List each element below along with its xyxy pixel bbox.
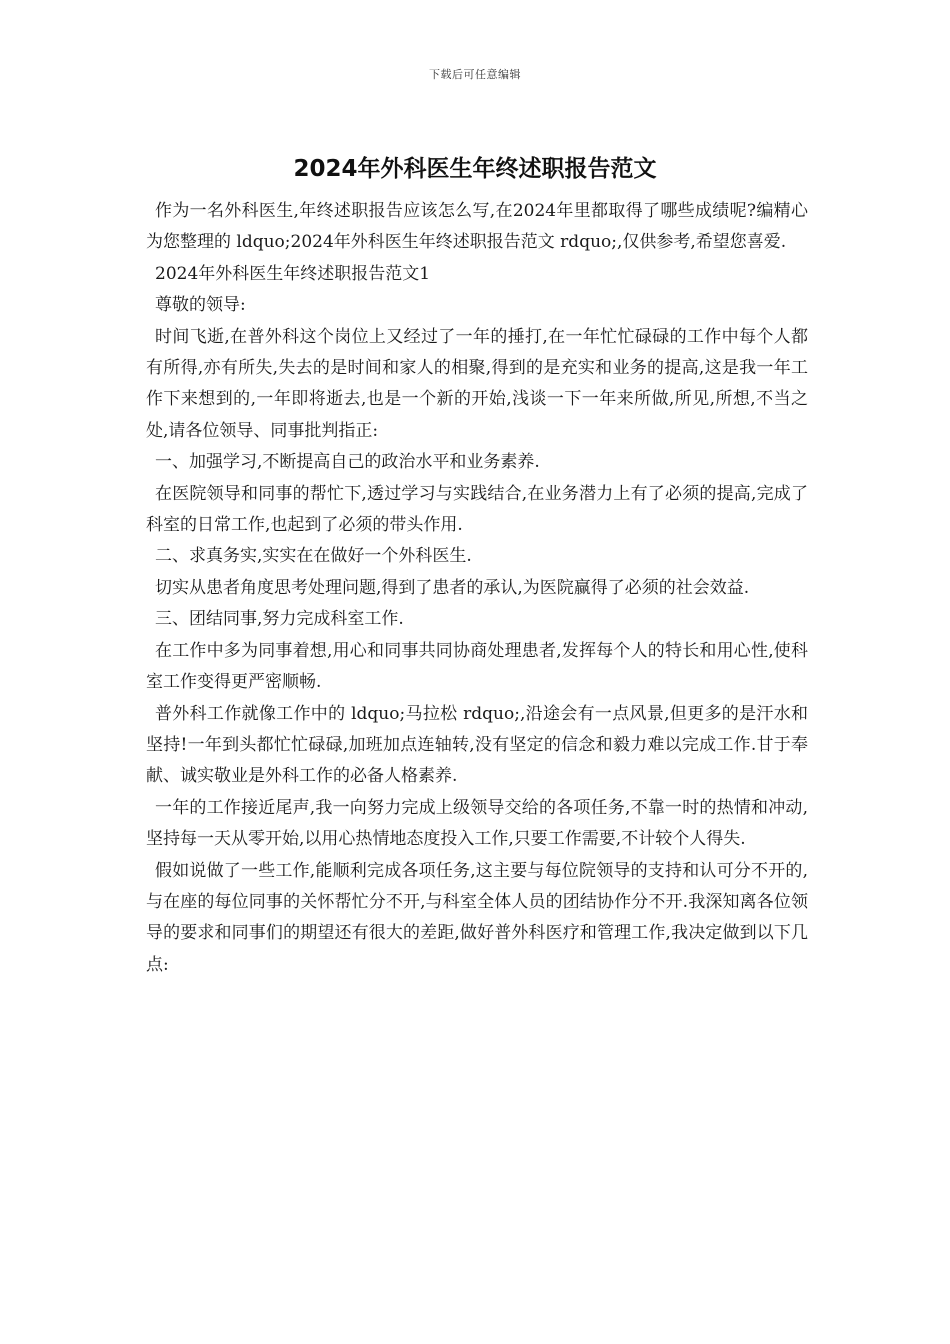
salutation: 尊敬的领导:: [155, 295, 246, 316]
page-header-note: 下载后可任意编辑: [429, 68, 521, 81]
body-paragraph: 在医院领导和同事的帮忙下,透过学习与实践结合,在业务潜力上有了必须的提高,完成了科室的日常工作,也起到了必须的带头作用.: [146, 483, 808, 536]
point-heading-1: 一、加强学习,不断提高自己的政治水平和业务素养.: [155, 452, 540, 473]
body-paragraph: 时间飞逝,在普外科这个岗位上又经过了一年的捶打,在一年忙忙碌碌的工作中每个人都有所得,亦有所失,失去的是时间和家人的相聚,得到的是充实和业务的提高,这是我一年工作下来想到的,一年即将逝去,也是一个新的开始,浅谈一下一年来所做,所见,所想,不当之处,请各位领导、同事批判指正:: [146, 326, 808, 441]
document-title: 2024年外科医生年终述职报告范文: [293, 156, 657, 182]
body-paragraph: 在工作中多为同事着想,用心和同事共同协商处理患者,发挥每个人的特长和用心性,使科室工作变得更严密顺畅.: [146, 640, 808, 693]
intro-paragraph: 作为一名外科医生,年终述职报告应该怎么写,在2024年里都取得了哪些成绩呢?编精心为您整理的 ldquo;2024年外科医生年终述职报告范文 rdquo;,仅供参考,希望您喜爱.: [146, 201, 808, 253]
section-heading: 2024年外科医生年终述职报告范文1: [155, 263, 431, 284]
body-paragraph: 一年的工作接近尾声,我一向努力完成上级领导交给的各项任务,不靠一时的热情和冲动,坚持每一天从零开始,以用心热情地态度投入工作,只要工作需要,不计较个人得失.: [146, 797, 808, 850]
body-paragraph: 切实从患者角度思考处理问题,得到了患者的承认,为医院赢得了必须的社会效益.: [155, 577, 750, 598]
point-heading-2: 二、求真务实,实实在在做好一个外科医生.: [155, 546, 472, 567]
document-body: [146, 196, 808, 981]
body-paragraph: 普外科工作就像工作中的 ldquo;马拉松 rdquo;,沿途会有一点风景,但更多的是汗水和坚持!一年到头都忙忙碌碌,加班加点连轴转,没有坚定的信念和毅力难以完成工作.甘于奉献、诚实敬业是外科工作的必备人格素养.: [146, 703, 808, 787]
body-paragraph: 假如说做了一些工作,能顺利完成各项任务,这主要与每位院领导的支持和认可分不开的,与在座的每位同事的关怀帮忙分不开,与科室全体人员的团结协作分不开.我深知离各位领导的要求和同事们的期望还有很大的差距,做好普外科医疗和管理工作,我决定做到以下几点:: [146, 860, 808, 975]
point-heading-3: 三、团结同事,努力完成科室工作.: [155, 609, 404, 630]
